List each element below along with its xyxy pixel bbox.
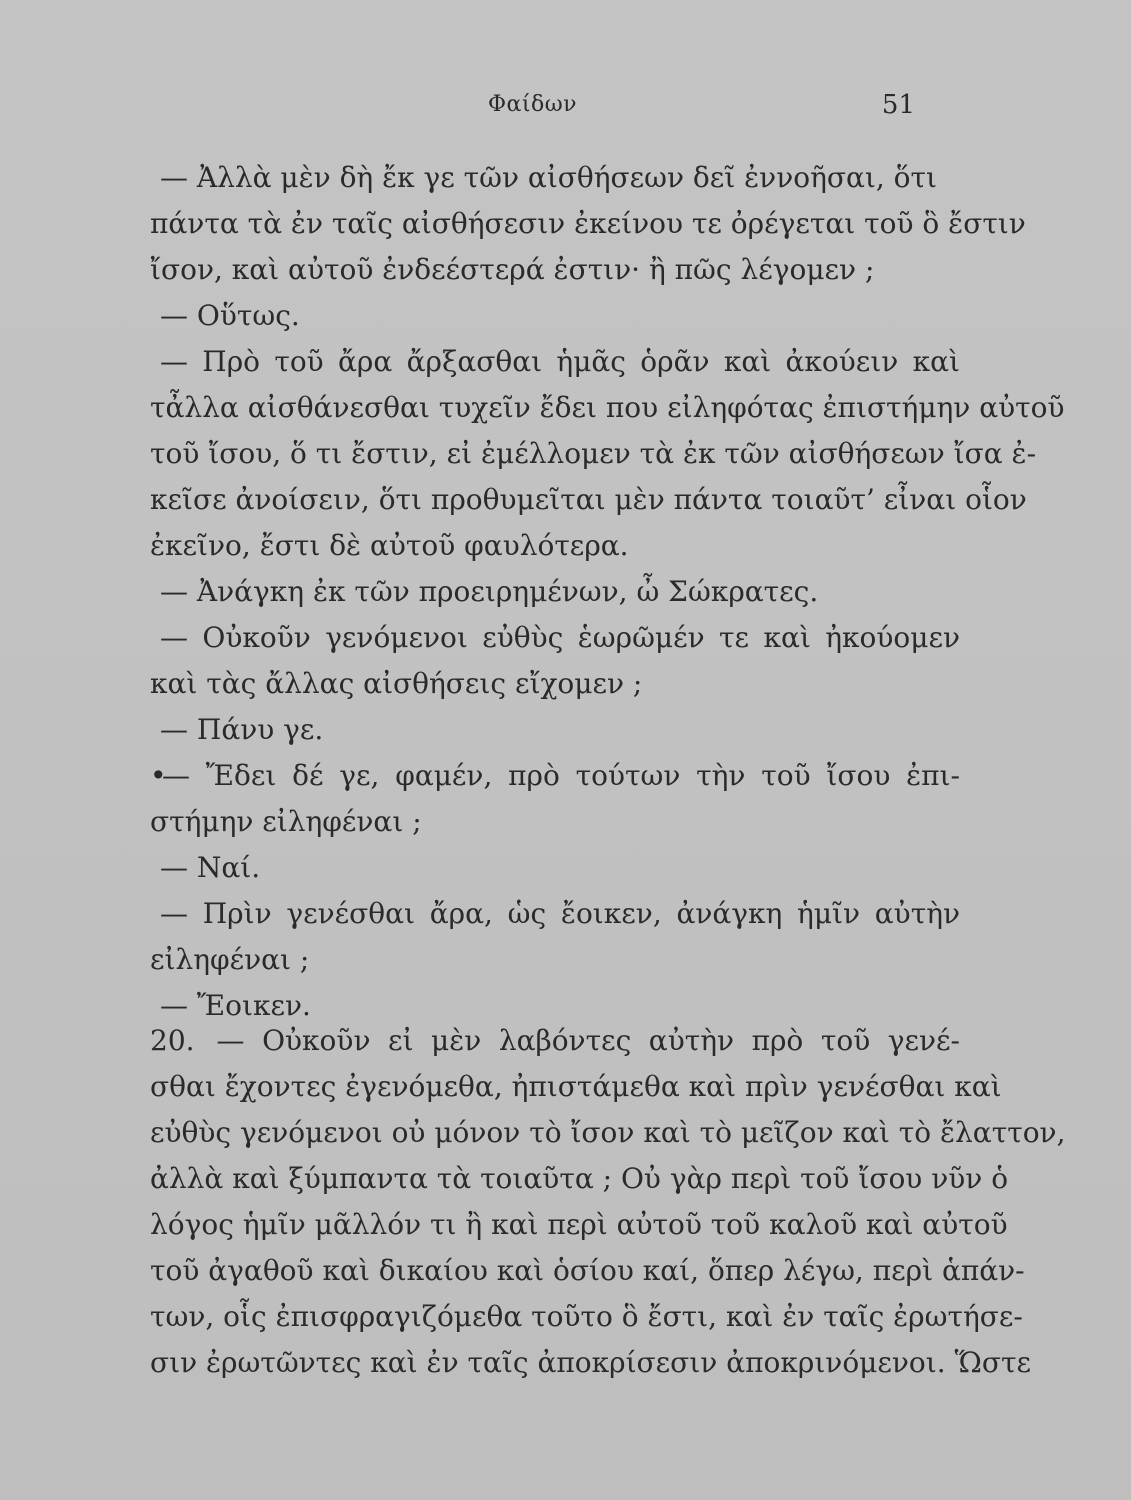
text-line: — Πάνυ γε. [160,713,324,746]
text-line: ἐκεῖνο, ἔστι δὲ αὐτοῦ φαυλότερα. [150,529,629,562]
text-line: στήμην εἰληφέναι ; [150,805,422,838]
text-line: — Ναί. [160,851,261,884]
text-line: εὐθὺς γενόμενοι οὐ μόνον τὸ ἴσον καὶ τὸ μεῖζον καὶ τὸ ἔλαττον, [150,1116,1066,1149]
text-line: — Πρὸ τοῦ ἄρα ἄρξασθαι ἡμᾶς ὁρᾶν καὶ ἀκούειν καὶ [160,345,960,378]
section-number: 20. [150,1024,195,1057]
text-line: καὶ τὰς ἄλλας αἰσθήσεις εἴχομεν ; [150,667,643,700]
section-first-line [150,1018,960,1064]
text-line: τοῦ ἀγαθοῦ καὶ δικαίου καὶ ὁσίου καί, ὅπερ λέγω, περὶ ἁπάν- [150,1254,1025,1287]
text-line: εἰληφέναι ; [150,943,310,976]
section-20 [150,1018,1066,1386]
text-line: — Οὐκοῦν εἰ μὲν λαβόντες αὐτὴν πρὸ τοῦ γενέ- [216,1024,960,1057]
text-line: — Ἔδει δέ γε, φαμέν, πρὸ τούτων τὴν τοῦ ἴσου ἐπι- [162,759,960,792]
text-line: λόγος ἡμῖν μᾶλλόν τι ἢ καὶ περὶ αὐτοῦ τοῦ καλοῦ καὶ αὐτοῦ [150,1208,1008,1241]
text-line: σθαι ἔχοντες ἐγενόμεθα, ἠπιστάμεθα καὶ πρὶν γενέσθαι καὶ [150,1070,1002,1103]
text-line: — Ἀνάγκη ἐκ τῶν προειρημένων, ὦ Σώκρατες. [160,575,819,608]
margin-mark: • [150,759,167,792]
text-line: — Ἔοικεν. [160,989,311,1022]
text-line: των, οἷς ἐπισφραγιζόμεθα τοῦτο ὃ ἔστι, καὶ ἐν ταῖς ἐρωτήσε- [150,1300,1023,1333]
text-line: πάντα τὰ ἐν ταῖς αἰσθήσεσιν ἐκείνου τε ὀρέγεται τοῦ ὃ ἔστιν [150,207,1026,240]
text-line-with-mark [150,753,960,799]
text-line: — Οὐκοῦν γενόμενοι εὐθὺς ἑωρῶμέν τε καὶ ἠκούομεν [160,621,960,654]
text-line: — Πρὶν γενέσθαι ἄρα, ὡς ἔοικεν, ἀνάγκη ἡμῖν αὐτὴν [160,897,960,930]
text-line: τοῦ ἴσου, ὅ τι ἔστιν, εἰ ἐμέλλομεν τὰ ἐκ τῶν αἰσθήσεων ἴσα ἐ- [150,437,1037,470]
text-line: ἴσον, καὶ αὐτοῦ ἐνδεέστερά ἐστιν· ἢ πῶς λέγομεν ; [150,253,875,286]
text-line: — Ἀλλὰ μὲν δὴ ἔκ γε τῶν αἰσθήσεων δεῖ ἐννοῆσαι, ὅτι [160,161,937,194]
text-line: — Οὕτως. [160,299,300,332]
running-head [150,92,915,126]
text-line: κεῖσε ἀνοίσειν, ὅτι προθυμεῖται μὲν πάντα τοιαῦτ’ εἶναι οἷον [150,483,1027,516]
text-line: ἀλλὰ καὶ ξύμπαντα τὰ τοιαῦτα ; Οὐ γὰρ περὶ τοῦ ἴσου νῦν ὁ [150,1162,1009,1195]
page-number: 51 [881,90,915,120]
dialogue-block [150,155,1065,1029]
running-title: Φαίδων [487,92,578,117]
text-line: σιν ἐρωτῶντες καὶ ἐν ταῖς ἀποκρίσεσιν ἀποκρινόμενοι. Ὥστε [150,1346,1031,1379]
text-line: τἆλλα αἰσθάνεσθαι τυχεῖν ἔδει που εἰληφότας ἐπιστήμην αὐτοῦ [150,391,1065,424]
